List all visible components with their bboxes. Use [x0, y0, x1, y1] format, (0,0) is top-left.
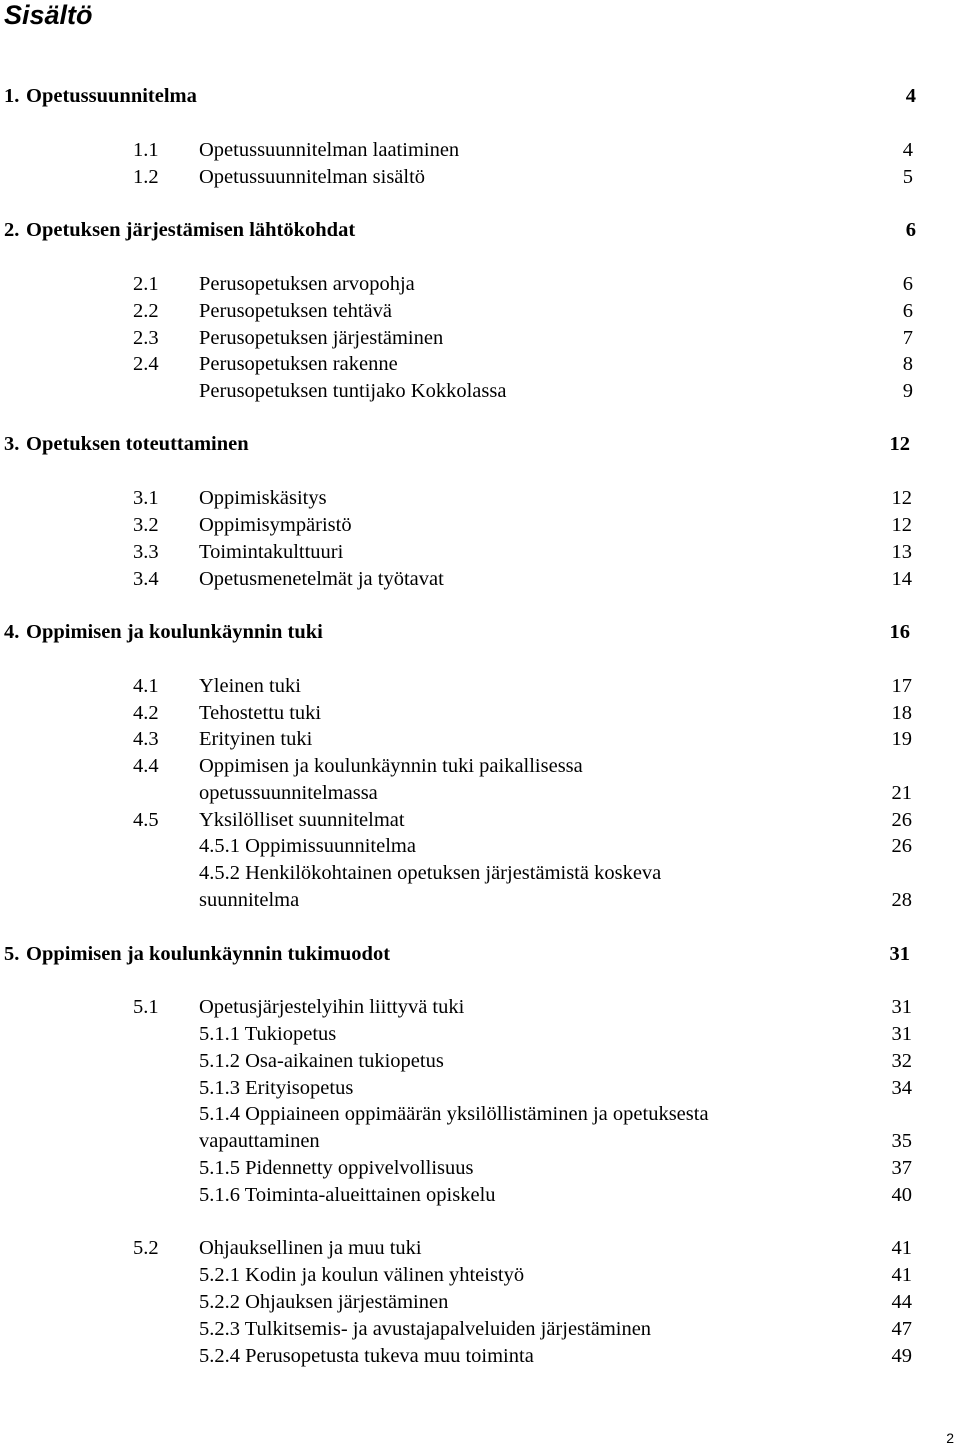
- toc-title: Oppimisen ja koulunkäynnin tuki paikallisessa: [199, 755, 583, 777]
- toc-title: 5.2.4 Perusopetusta tukeva muu toiminta: [199, 1345, 534, 1367]
- toc-page: 8: [902, 353, 913, 375]
- toc-number: 1.: [4, 85, 20, 107]
- toc-title: Perusopetuksen rakenne: [199, 353, 398, 375]
- toc-subentry[interactable]: [199, 1182, 912, 1208]
- toc-title: Opetussuunnitelma: [26, 85, 197, 107]
- toc-title: Erityinen tuki: [199, 728, 313, 750]
- toc-entry[interactable]: [133, 566, 912, 592]
- toc-subentry[interactable]: [199, 1316, 912, 1342]
- toc-subentry[interactable]: [199, 1155, 912, 1181]
- toc-title: 5.2.1 Kodin ja koulun välinen yhteistyö: [199, 1264, 525, 1286]
- toc-entry[interactable]: [199, 378, 913, 404]
- toc-chapter[interactable]: [4, 619, 910, 645]
- toc-page: 26: [891, 835, 912, 857]
- toc-title: 5.2.3 Tulkitsemis- ja avustajapalveluiden järjestäminen: [199, 1318, 652, 1340]
- toc-title: 5.1.3 Erityisopetus: [199, 1077, 354, 1099]
- toc-number: 4.4: [133, 755, 159, 777]
- toc-page: 28: [891, 889, 912, 911]
- toc-title: 5.1.2 Osa-aikainen tukiopetus: [199, 1050, 444, 1072]
- toc-subentry[interactable]: [199, 833, 912, 859]
- toc-page: 31: [891, 996, 912, 1018]
- toc-entry-continuation[interactable]: [199, 780, 912, 806]
- toc-title: Opetuksen järjestämisen lähtökohdat: [26, 219, 356, 241]
- toc-number: 1.1: [133, 139, 159, 161]
- toc-page: 6: [902, 273, 913, 295]
- toc-number: 5.2: [133, 1237, 159, 1259]
- toc-chapter[interactable]: [4, 431, 910, 457]
- toc-page: 41: [891, 1264, 912, 1286]
- toc-page: 6: [902, 300, 913, 322]
- toc-page: 44: [891, 1291, 912, 1313]
- toc-page: 35: [891, 1130, 912, 1152]
- toc-page: 12: [891, 514, 912, 536]
- toc-title-continued: opetussuunnitelmassa: [199, 782, 378, 804]
- toc-number: 4.2: [133, 702, 159, 724]
- toc-page: 41: [891, 1237, 912, 1259]
- toc-page: 31: [889, 943, 910, 965]
- toc-page: 32: [891, 1050, 912, 1072]
- toc-subentry[interactable]: [199, 860, 912, 886]
- toc-subentry[interactable]: [199, 1101, 912, 1127]
- toc-title: Opetussuunnitelman laatiminen: [199, 139, 460, 161]
- toc-number: 4.3: [133, 728, 159, 750]
- toc-entry[interactable]: [133, 807, 912, 833]
- toc-number: 4.: [4, 621, 20, 643]
- toc-title: Perusopetuksen järjestäminen: [199, 327, 444, 349]
- toc-number: 3.1: [133, 487, 159, 509]
- toc-entry[interactable]: [133, 673, 912, 699]
- toc-page: 49: [891, 1345, 912, 1367]
- toc-entry[interactable]: [133, 485, 912, 511]
- toc-entry[interactable]: [133, 512, 912, 538]
- toc-subentry[interactable]: [199, 1048, 912, 1074]
- toc-number: 2.2: [133, 300, 159, 322]
- toc-title-continued: vapauttaminen: [199, 1130, 320, 1152]
- toc-number: 4.5: [133, 809, 159, 831]
- toc-page: 21: [891, 782, 912, 804]
- toc-number: 2.1: [133, 273, 159, 295]
- toc-title: Ohjauksellinen ja muu tuki: [199, 1237, 422, 1259]
- toc-entry[interactable]: [133, 164, 913, 190]
- toc-title: Opetussuunnitelman sisältö: [199, 166, 426, 188]
- toc-page: 37: [891, 1157, 912, 1179]
- toc-entry[interactable]: [133, 351, 913, 377]
- toc-entry[interactable]: [133, 753, 912, 779]
- toc-title: Opetusjärjestelyihin liittyvä tuki: [199, 996, 465, 1018]
- toc-title: Tehostettu tuki: [199, 702, 322, 724]
- toc-title: 5.1.5 Pidennetty oppivelvollisuus: [199, 1157, 474, 1179]
- toc-entry-continuation[interactable]: [199, 1128, 912, 1154]
- toc-number: 2.: [4, 219, 20, 241]
- toc-page: 7: [902, 327, 913, 349]
- toc-number: 4.1: [133, 675, 159, 697]
- toc-number: 3.4: [133, 568, 159, 590]
- toc-number: 3.3: [133, 541, 159, 563]
- toc-title: Opetusmenetelmät ja työtavat: [199, 568, 444, 590]
- toc-subentry[interactable]: [199, 1343, 912, 1369]
- toc-subentry[interactable]: [199, 1262, 912, 1288]
- toc-page: 12: [891, 487, 912, 509]
- page-number: 2: [946, 1430, 954, 1446]
- toc-number: 1.2: [133, 166, 159, 188]
- toc-subentry[interactable]: [199, 1289, 912, 1315]
- toc-page: 19: [891, 728, 912, 750]
- toc-page: 16: [889, 621, 910, 643]
- toc-page: 47: [891, 1318, 912, 1340]
- toc-entry[interactable]: [133, 539, 912, 565]
- toc-page: 26: [891, 809, 912, 831]
- toc-title: Perusopetuksen tuntijako Kokkolassa: [199, 380, 507, 402]
- toc-title: 4.5.1 Oppimissuunnitelma: [199, 835, 416, 857]
- toc-number: 3.2: [133, 514, 159, 536]
- toc-entry[interactable]: [133, 325, 913, 351]
- toc-page: 4: [905, 85, 916, 107]
- toc-number: 2.3: [133, 327, 159, 349]
- toc-title: Toimintakulttuuri: [199, 541, 344, 563]
- toc-subentry[interactable]: [199, 1075, 912, 1101]
- toc-title: Oppimisympäristö: [199, 514, 352, 536]
- toc-title: Perusopetuksen tehtävä: [199, 300, 392, 322]
- toc-subentry[interactable]: [199, 1021, 912, 1047]
- toc-entry[interactable]: [133, 726, 912, 752]
- toc-page: 40: [891, 1184, 912, 1206]
- toc-entry[interactable]: [133, 700, 912, 726]
- toc-entry[interactable]: [133, 994, 912, 1020]
- toc-title: 5.1.4 Oppiaineen oppimäärän yksilöllistäminen ja opetuksesta: [199, 1103, 709, 1125]
- page-title: Sisältö: [4, 0, 93, 30]
- toc-title: Yksilölliset suunnitelmat: [199, 809, 405, 831]
- toc-entry[interactable]: [133, 271, 913, 297]
- toc-chapter[interactable]: [4, 941, 910, 967]
- toc-number: 3.: [4, 433, 20, 455]
- toc-number: 2.4: [133, 353, 159, 375]
- toc-page: 34: [891, 1077, 912, 1099]
- toc-page: 5: [902, 166, 913, 188]
- toc-page: 31: [891, 1023, 912, 1045]
- toc-title: Yleinen tuki: [199, 675, 301, 697]
- toc-page: 13: [891, 541, 912, 563]
- toc-number: 5.: [4, 943, 20, 965]
- toc-page: 12: [889, 433, 910, 455]
- toc-page: 6: [905, 219, 916, 241]
- toc-entry[interactable]: [133, 1235, 912, 1261]
- toc-title: 4.5.2 Henkilökohtainen opetuksen järjestämistä koskeva: [199, 862, 662, 884]
- toc-title: Oppimiskäsitys: [199, 487, 327, 509]
- toc-title: Opetuksen toteuttaminen: [26, 433, 249, 455]
- toc-title-continued: suunnitelma: [199, 889, 300, 911]
- toc-title: Oppimisen ja koulunkäynnin tukimuodot: [26, 943, 391, 965]
- toc-page: 17: [891, 675, 912, 697]
- toc-page: 9: [902, 380, 913, 402]
- toc-chapter[interactable]: [4, 217, 916, 243]
- toc-chapter[interactable]: [4, 83, 916, 109]
- toc-entry-continuation[interactable]: [199, 887, 912, 913]
- toc-page: 18: [891, 702, 912, 724]
- toc-title: 5.2.2 Ohjauksen järjestäminen: [199, 1291, 449, 1313]
- toc-title: 5.1.6 Toiminta-alueittainen opiskelu: [199, 1184, 496, 1206]
- toc-entry[interactable]: [133, 137, 913, 163]
- toc-entry[interactable]: [133, 298, 913, 324]
- toc-title: Oppimisen ja koulunkäynnin tuki: [26, 621, 323, 643]
- toc-page: 4: [902, 139, 913, 161]
- toc-page: 14: [891, 568, 912, 590]
- toc-title: Perusopetuksen arvopohja: [199, 273, 415, 295]
- toc-title: 5.1.1 Tukiopetus: [199, 1023, 337, 1045]
- toc-number: 5.1: [133, 996, 159, 1018]
